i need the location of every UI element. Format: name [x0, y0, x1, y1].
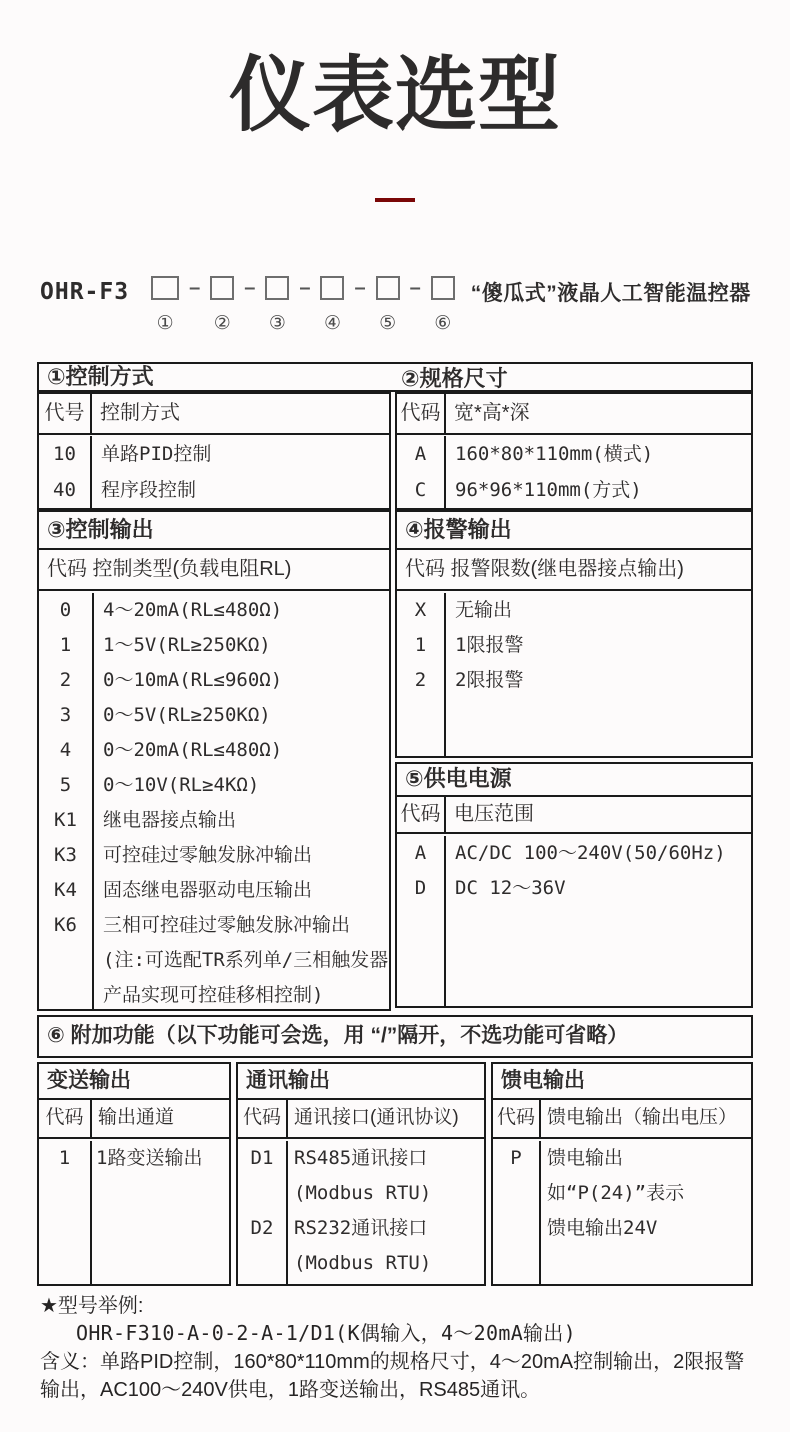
- model-box-2: [210, 276, 234, 300]
- table-cell: D: [414, 877, 427, 899]
- table-cell: AC/DC 100～240V(50/60Hz): [455, 842, 726, 864]
- table-cell: 3: [59, 704, 72, 726]
- header-cell-desc: 控制方式: [100, 402, 180, 424]
- code-column: [39, 593, 94, 1009]
- code-column: [397, 436, 446, 508]
- position-number-6: ⑥: [434, 313, 452, 334]
- table-cell: C: [414, 479, 427, 501]
- header-cell-desc: 通讯接口(通讯协议): [294, 1107, 459, 1128]
- header-cell-code: 代码: [397, 797, 446, 832]
- section-title-power-supply: ⑤供电电源: [397, 764, 751, 797]
- code-column: [39, 1141, 92, 1284]
- model-position-5: [376, 276, 400, 335]
- table-cell: 0～10V(RL≥4KΩ): [103, 774, 260, 796]
- model-description: “傻瓜式”液晶人工智能温控器: [470, 282, 751, 305]
- table-cell: 1: [59, 634, 72, 656]
- table-cell: 单路PID控制: [101, 443, 212, 465]
- table-cell: 2: [59, 669, 72, 691]
- header-cell-desc: 馈电输出（输出电压）: [547, 1107, 738, 1128]
- model-position-3: [265, 276, 289, 335]
- model-position-6: [431, 276, 455, 335]
- table-header-row: [397, 797, 751, 834]
- desc-column: [288, 1141, 484, 1284]
- selection-spec-tables: [37, 362, 753, 1286]
- desc-column: [94, 593, 389, 1009]
- header-cell-desc: 宽*高*深: [454, 402, 530, 424]
- table-cell: K3: [54, 844, 77, 866]
- code-column: [39, 436, 92, 508]
- table-cell: 96*96*110mm(方式): [455, 479, 642, 501]
- table-cell: 4～20mA(RL≤480Ω): [103, 599, 283, 621]
- table-cell: 程序段控制: [101, 479, 197, 501]
- subsection-title-communication: 通讯输出: [238, 1064, 484, 1100]
- section-title-dimensions: ②规格尺寸: [401, 366, 508, 391]
- table-body: [39, 435, 389, 508]
- dash-separator: –: [354, 277, 366, 299]
- code-column: [397, 836, 446, 1006]
- model-position-2: [210, 276, 234, 335]
- table-header-row: 代码 控制类型(负载电阻RL): [39, 550, 389, 591]
- table-cell: 固态继电器驱动电压输出: [103, 879, 313, 901]
- section-title-additional-functions: ⑥ 附加功能（以下功能可会选，用 “/”隔开，不选功能可省略）: [37, 1015, 753, 1058]
- desc-column: [446, 593, 751, 756]
- position-number-4: ④: [323, 313, 341, 334]
- subsection-title-feed: 馈电输出: [493, 1064, 751, 1100]
- table-cell: [238, 1176, 286, 1211]
- position-number-2: ②: [213, 313, 231, 334]
- model-box-3: [265, 276, 289, 300]
- table-cell: 5: [59, 774, 72, 796]
- table-communication-output: [236, 1062, 486, 1286]
- header-cell-code: 代号: [39, 394, 92, 433]
- table-cell: [493, 1176, 539, 1211]
- model-box-6: [431, 276, 455, 300]
- model-code-row: [40, 276, 756, 335]
- table-cell: A: [414, 443, 427, 465]
- subsection-title-transmit: 变送输出: [39, 1064, 229, 1100]
- table-cell: 1～5V(RL≥250KΩ): [103, 634, 271, 656]
- code-column: [397, 593, 446, 756]
- position-number-5: ⑤: [379, 313, 397, 334]
- table-cell: 0～20mA(RL≤480Ω): [103, 739, 283, 761]
- model-box-4: [320, 276, 344, 300]
- table-cell: 三相可控硅过零触发脉冲输出: [103, 914, 351, 936]
- table-cell: A: [414, 842, 427, 864]
- section-header-1-2: [37, 362, 753, 392]
- table-header-row: [39, 394, 389, 435]
- table-cell: 160*80*110mm(横式): [455, 443, 654, 465]
- header-cell-desc: 输出通道: [98, 1107, 175, 1128]
- table-cell: X: [414, 599, 427, 621]
- header-cell-code: 代码: [493, 1100, 541, 1137]
- table-cell: P: [510, 1147, 522, 1169]
- dash-separator: –: [409, 277, 421, 299]
- table-cell: RS232通讯接口: [294, 1217, 428, 1239]
- table-body: [39, 1139, 229, 1284]
- table-alarm-output: [395, 510, 753, 758]
- table-cell: 4: [59, 739, 72, 761]
- code-column: [238, 1141, 288, 1284]
- section-title-control-output: ③控制输出: [39, 512, 389, 550]
- header-cell-code: 代码: [397, 394, 446, 433]
- section-title-alarm-output: ④报警输出: [397, 512, 751, 550]
- page-title: 仪表选型: [228, 50, 561, 141]
- table-feed-output: [491, 1062, 753, 1286]
- desc-column: [446, 836, 751, 1006]
- table-dimensions: [395, 392, 753, 510]
- table-header-row: 代码 报警限数(继电器接点输出): [397, 550, 751, 591]
- table-cell: 2限报警: [455, 669, 524, 691]
- table-cell: 40: [53, 479, 76, 501]
- model-box-5: [376, 276, 400, 300]
- table-cell: DC 12～36V: [455, 877, 566, 899]
- table-header-row: [238, 1100, 484, 1139]
- table-cell: [238, 1246, 286, 1281]
- table-cell: [39, 943, 92, 978]
- table-cell: 可控硅过零触发脉冲输出: [103, 844, 313, 866]
- position-number-3: ③: [268, 313, 286, 334]
- table-cell: D2: [250, 1217, 274, 1239]
- table-cell: RS485通讯接口: [294, 1147, 428, 1169]
- table-cell: 0: [59, 599, 72, 621]
- table-cell: 1: [58, 1147, 71, 1169]
- table-cell: 1: [414, 634, 427, 656]
- table-power-supply: [395, 762, 753, 1008]
- table-cell: 继电器接点输出: [103, 809, 237, 831]
- dash-separator: –: [189, 277, 201, 299]
- model-box-1: [151, 276, 179, 300]
- desc-column: [92, 1141, 229, 1284]
- header-cell-code: 代码: [39, 1100, 92, 1137]
- table-cell: K1: [54, 809, 77, 831]
- table-cell: 0～5V(RL≥250KΩ): [103, 704, 271, 726]
- table-cell: 1限报警: [455, 634, 524, 656]
- table-cell: 0～10mA(RL≤960Ω): [103, 669, 283, 691]
- table-note-line: (注:可选配TR系列单/三相触发器: [103, 949, 389, 971]
- table-header-row: [397, 394, 751, 435]
- table-body: [493, 1139, 751, 1284]
- position-number-1: ①: [156, 313, 174, 334]
- model-boxes: [151, 276, 455, 335]
- section-title-control-mode: ①控制方式: [47, 364, 154, 389]
- table-header-row: [493, 1100, 751, 1139]
- table-body: [397, 435, 751, 508]
- table-cell: 无输出: [455, 599, 513, 621]
- table-body: [238, 1139, 484, 1284]
- header-cell-desc: 电压范围: [454, 803, 534, 825]
- table-body: [397, 834, 751, 1006]
- table-cell: [493, 1211, 539, 1246]
- table-cell: 馈电输出24V: [547, 1217, 658, 1239]
- table-cell: D1: [250, 1147, 274, 1169]
- table-cell: K4: [54, 879, 77, 901]
- table-cell: (Modbus RTU): [294, 1182, 432, 1204]
- table-control-mode: [37, 392, 391, 510]
- table-cell: 馈电输出: [547, 1147, 624, 1169]
- example-meaning: 含义：单路PID控制，160*80*110mm的规格尺寸，4～20mA控制输出，2限报警输出，AC100～240V供电，1路变送输出，RS485通讯。: [40, 1351, 745, 1401]
- table-cell: 如“P(24)”表示: [547, 1182, 685, 1204]
- table-note-line: 产品实现可控硅移相控制): [103, 984, 324, 1006]
- table-header-row: [39, 1100, 229, 1139]
- example-model-code: OHR-F310-A-0-2-A-1/D1(K偶输入，4～20mA输出): [76, 1321, 576, 1345]
- header-cell-code: 代码: [238, 1100, 288, 1137]
- model-example-block: [40, 1293, 758, 1404]
- desc-column: [92, 436, 389, 508]
- code-column: [493, 1141, 541, 1284]
- example-heading: ★型号举例:: [40, 1295, 144, 1317]
- accent-underline: [375, 198, 415, 202]
- table-cell: K6: [54, 914, 77, 936]
- desc-column: [446, 436, 751, 508]
- table-body: [39, 591, 389, 1009]
- table-cell: 1路变送输出: [96, 1147, 203, 1169]
- table-transmit-output: [37, 1062, 231, 1286]
- desc-column: [541, 1141, 751, 1284]
- dash-separator: –: [244, 277, 256, 299]
- model-prefix: OHR-F3: [40, 279, 130, 305]
- right-table-stack: [395, 510, 753, 1011]
- table-cell: (Modbus RTU): [294, 1252, 432, 1274]
- table-cell: 10: [53, 443, 76, 465]
- dash-separator: –: [299, 277, 311, 299]
- table-cell: 2: [414, 669, 427, 691]
- table-cell: [39, 978, 92, 1013]
- model-position-4: [320, 276, 344, 335]
- model-position-1: [151, 276, 179, 335]
- table-body: [397, 591, 751, 756]
- table-control-output: [37, 510, 391, 1011]
